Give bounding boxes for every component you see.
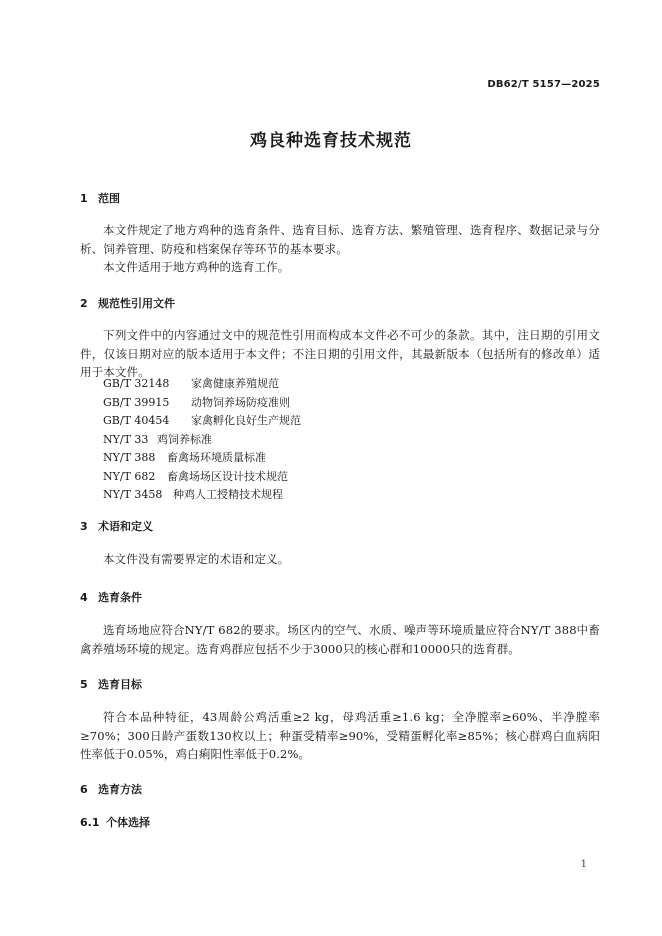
section-number: 3 — [80, 520, 88, 533]
reference-item — [103, 431, 301, 450]
reference-name: 种鸡人工授精技术规程 — [173, 488, 283, 501]
document-code: DB62/T 5157—2025 — [487, 79, 600, 90]
section-3-heading — [80, 518, 153, 534]
reference-code: GB/T 32148 — [103, 377, 170, 390]
section-title: 选育条件 — [98, 591, 142, 604]
section-2-heading — [80, 295, 175, 311]
reference-item — [103, 486, 301, 505]
reference-name: 动物饲养场防疫准则 — [191, 395, 290, 409]
section-5-heading — [80, 676, 142, 692]
reference-code: GB/T 40454 — [103, 414, 170, 427]
section-6-1-heading — [80, 814, 150, 830]
page-number: 1 — [580, 859, 587, 870]
document-title: 鸡良种选育技术规范 — [250, 131, 412, 151]
reference-name: 家禽孵化良好生产规范 — [191, 414, 301, 427]
section-number: 6.1 — [80, 816, 100, 829]
reference-code: NY/T 682 — [103, 469, 156, 483]
section-title: 选育方法 — [98, 783, 142, 796]
reference-name: 家禽健康养殖规范 — [191, 377, 279, 390]
section-1-heading — [80, 190, 120, 206]
reference-code: NY/T 33 — [103, 432, 149, 446]
reference-code: NY/T 388 — [103, 451, 156, 464]
section-4-paragraph: 选育场地应符合NY/T 682的要求。场区内的空气、水质、噪声等环境质量应符合NY/T 388中畜禽养殖场环境的规定。选育鸡群应包括不少于3000只的核心群和10000只的选育群。 — [80, 623, 600, 656]
reference-item — [103, 449, 301, 468]
reference-name: 畜禽场环境质量标准 — [167, 451, 266, 464]
section-1-paragraph-2: 本文件适用于地方鸡种的选育工作。 — [103, 260, 290, 274]
section-1-paragraph-1: 本文件规定了地方鸡种的选育条件、选育目标、选育方法、繁殖管理、选育程序、数据记录与分析、饲养管理、防疫和档案保存等环节的基本要求。 — [80, 223, 600, 256]
normative-references-list — [103, 375, 301, 505]
section-number: 6 — [80, 783, 88, 796]
section-title: 范围 — [98, 192, 120, 205]
reference-item — [103, 394, 301, 413]
section-number: 5 — [80, 678, 88, 691]
section-number: 1 — [80, 192, 88, 205]
section-title: 术语和定义 — [98, 520, 153, 533]
reference-code: GB/T 39915 — [103, 395, 170, 409]
reference-name: 鸡饲养标准 — [157, 432, 212, 446]
section-title: 选育目标 — [98, 678, 142, 691]
section-2-paragraph: 下列文件中的内容通过文中的规范性引用而构成本文件必不可少的条款。其中，注日期的引用文件，仅该日期对应的版本适用于本文件；不注日期的引用文件，其最新版本（包括所有的修改单）适用于本文件。 — [80, 328, 600, 379]
section-number: 4 — [80, 591, 88, 604]
section-number: 2 — [80, 297, 88, 310]
section-3-paragraph: 本文件没有需要界定的术语和定义。 — [103, 552, 290, 566]
section-4-heading — [80, 589, 142, 605]
section-6-heading — [80, 781, 142, 797]
reference-item — [103, 375, 301, 394]
section-5-paragraph: 符合本品种特征，43周龄公鸡活重≥2 kg，母鸡活重≥1.6 kg；全净膛率≥60%、半净膛率≥70%；300日龄产蛋数130枚以上；种蛋受精率≥90%，受精蛋孵化率≥85%；核心群鸡白血病阳性率低于0.05%，鸡白痢阳性率低于0.2%。 — [80, 710, 600, 761]
reference-item — [103, 468, 301, 487]
reference-item — [103, 412, 301, 431]
reference-code: NY/T 3458 — [103, 488, 163, 501]
section-title: 个体选择 — [106, 816, 150, 829]
reference-name: 畜禽场场区设计技术规范 — [167, 469, 288, 483]
section-title: 规范性引用文件 — [98, 297, 175, 310]
